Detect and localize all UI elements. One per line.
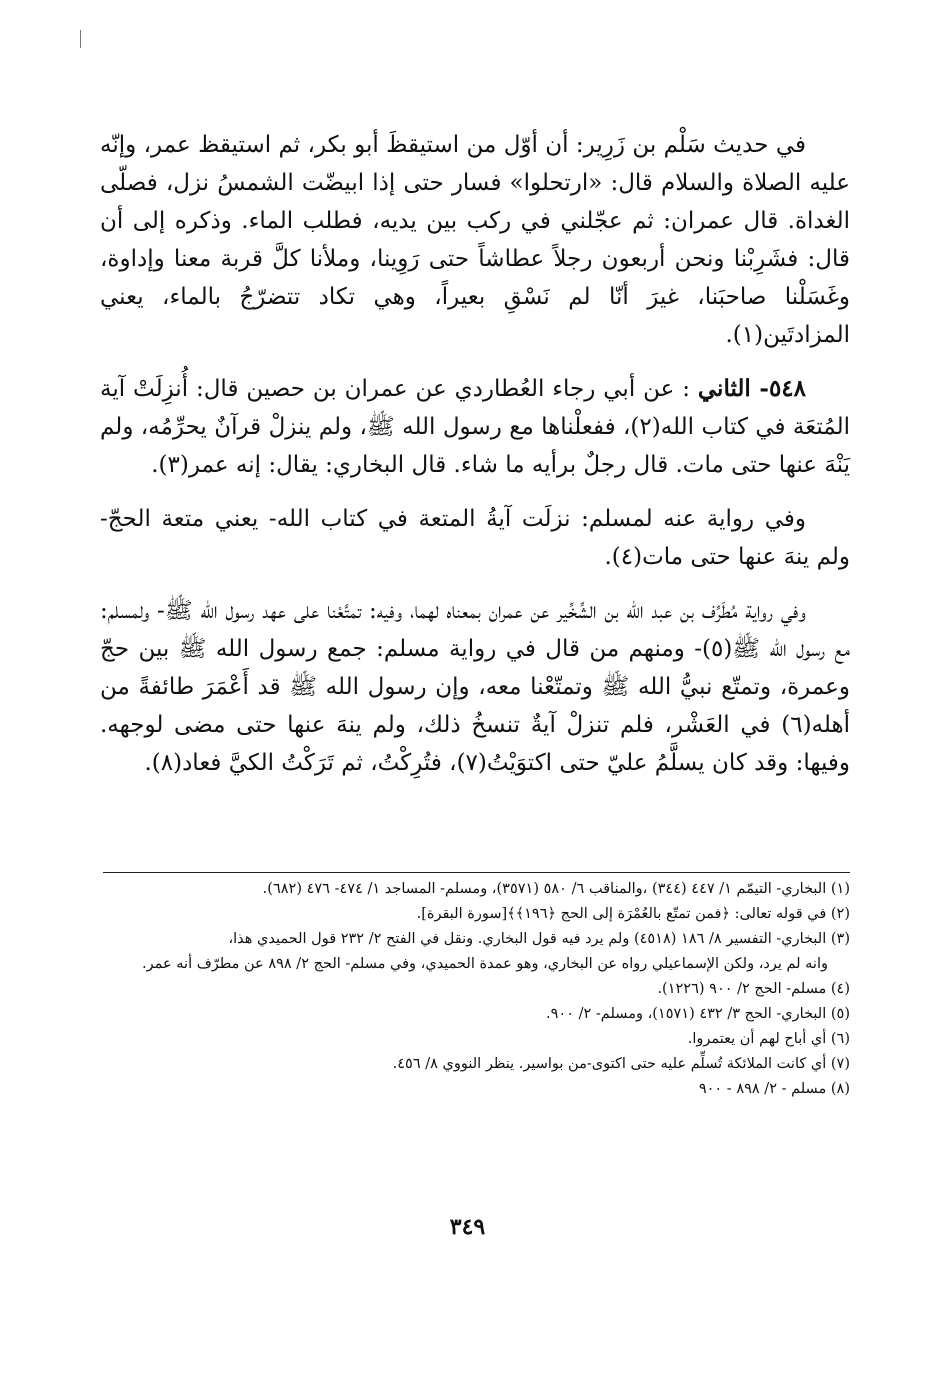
paragraph-1 (100, 126, 850, 354)
footnote-1: (١) البخاري- التيمّم ١/ ٤٤٧ (٣٤٤) ،والمناقب ٦/ ٥٨٠ (٣٥٧١)، ومسلم- المساجد ١/ ٤٧٤- ٤٧٦ (٦٨٢). (262, 881, 850, 897)
footnote-5: (٥) البخاري- الحج ٣/ ٤٣٢ (١٥٧١)، ومسلم- ٢/ ٩٠٠. (546, 1006, 850, 1022)
footnotes (100, 877, 850, 1102)
footnote-8: (٨) مسلم - ٢/ ٨٩٨ - ٩٠٠ (698, 1081, 850, 1097)
paragraph-4 (100, 592, 850, 782)
footnote-divider (103, 872, 850, 873)
paragraph-4-text: وفي رواية مُطَرِّف بن عبد الله بن الشِّخِّير عن عمران بمعناه لهما، وفيه: تمتَّعْنا على عهد رسول الله ﷺ- ولمسلم: مع رسول الله ﷺ(٥)- ومنهم من قال في رواية مسلم: جمع رسول الله ﷺ بين حجّ وعمرة، وتمتّع نبيُّ الله ﷺ وتمتّعْنا معه، وإن رسول الله ﷺ قد أَعْمَرَ طائفةً من أهله(٦) في العَشْر، فلم تنزلْ آيةٌ تنسخُ ذلك، ولم ينهَ عنها حتى مضى لوجهه. وفيها: وقد كان يسلَّمُ عليّ حتى اكتوَيْتُ(٧)، فتُرِكْتُ، ثم تَرَكْتُ الكيَّ فعاد(٨). (100, 598, 850, 776)
footnote-3-continuation: وانه لم يرد، ولكن الإسماعيلي رواه عن البخاري، وهو عمدة الحميدي، وفي مسلم- الحج ٢/ ٨٩٨ عن مطرّف أنه عمر. (142, 956, 828, 972)
footnote-2: (٢) في قوله تعالى: ﴿فمن تمتّع بالعُمْرَة إلى الحج ﴿١٩٦﴾﴾[سورة البقرة]. (416, 906, 850, 922)
page-number: ٣٤٩ (449, 1214, 486, 1240)
footnote-7: (٧) أي كانت الملائكة تُسلِّم عليه حتى اكتوى-من بواسير. ينظر النووي ٨/ ٤٥٦. (392, 1056, 850, 1072)
footnote-6: (٦) أي أباح لهم أن يعتمروا. (687, 1031, 850, 1047)
paragraph-3-text: وفي رواية عنه لمسلم: نزلَت آيةُ المتعة في كتاب الله- يعني متعة الحجّ- ولم ينهَ عنها حتى مات(٤). (100, 506, 850, 570)
main-text (100, 126, 850, 798)
hadith-number: ٥٤٨- الثاني (697, 375, 806, 402)
footnote-3: (٣) البخاري- التفسير ٨/ ١٨٦ (٤٥١٨) ولم يرد فيه قول البخاري. ونقل في الفتح ٢/ ٢٣٢ قول الحميدي هذا، (228, 931, 850, 947)
paragraph-2-text: : عن أبي رجاء العُطاردي عن عمران بن حصين قال: أُنزِلَتْ آية المُتعَة في كتاب الله(٢)، ففعلْناها مع رسول الله ﷺ، ولم ينزلْ قرآنٌ يحرِّمُه، ولم يَنْهَ عنها حتى مات. قال رجلٌ برأيه ما شاء. قال البخاري: يقال: إنه عمر(٣). (100, 376, 850, 478)
paragraph-1-text: في حديث سَلْم بن زَرِير: أن أوّل من استيقظَ أبو بكر، ثم استيقظ عمر، وإنّه عليه الصلاة والسلام قال: «ارتحلوا» فسار حتى إذا ابيضّت الشمسُ نزل، فصلّى الغداة. قال عمران: ثم عجّلني في ركب بين يديه، فطلب الماء. وذكره إلى أن قال: فشَرِبْنا ونحن أربعون رجلاً عطاشاً حتى رَوِينا، وملأنا كلَّ قربة معنا وإداوة، وغَسَلْنا صاحبَنا، غيرَ أنّا لم نَسْقِ بعيراً، وهي تكاد تتضرّجُ بالماء، يعني المزادتَين(١). (100, 132, 850, 348)
scan-mark (80, 30, 81, 48)
footnote-4: (٤) مسلم- الحج ٢/ ٩٠٠ (١٢٢٦). (657, 981, 850, 997)
paragraph-2-body (100, 370, 850, 484)
paragraph-2 (100, 370, 850, 484)
paragraph-3 (100, 500, 850, 576)
